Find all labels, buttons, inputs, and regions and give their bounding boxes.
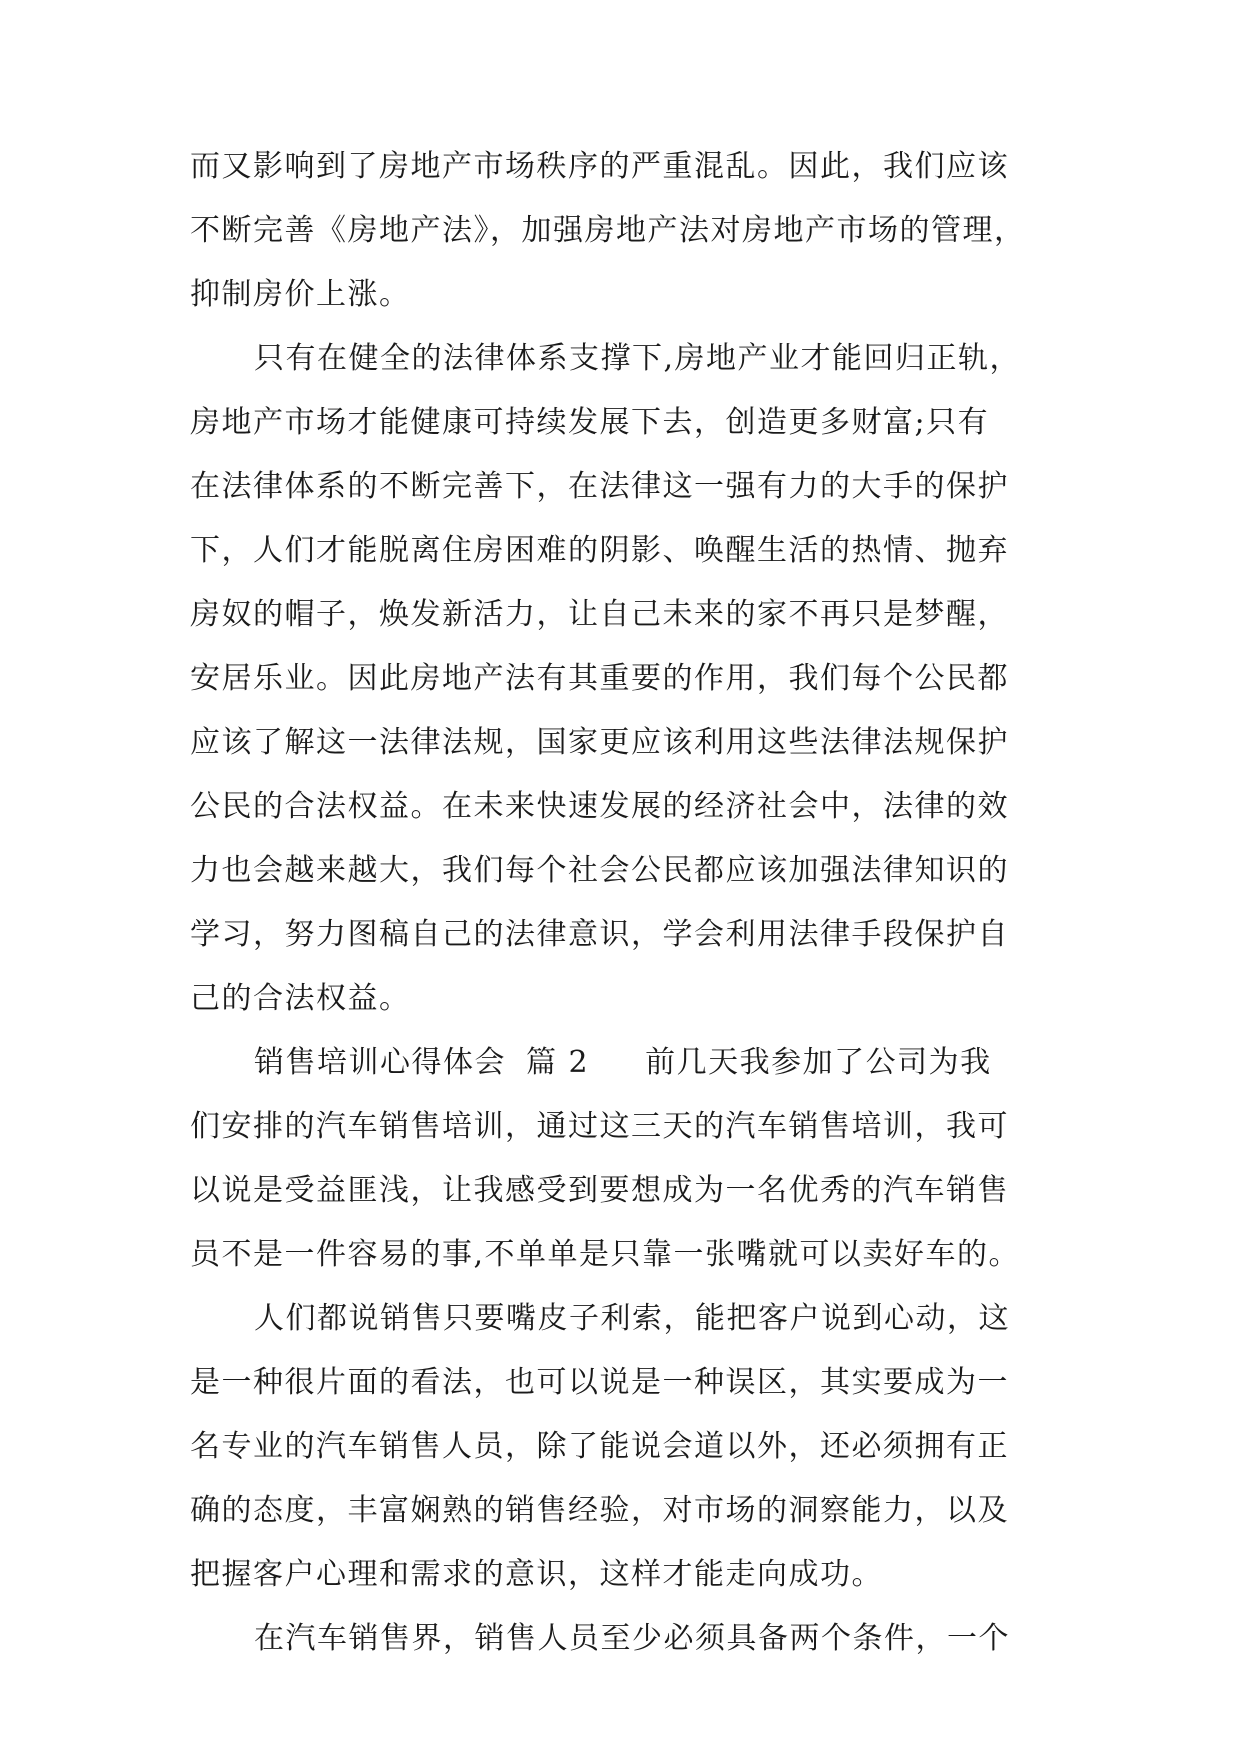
text-line: 公民的合法权益。在未来快速发展的经济社会中，法律的效 <box>190 789 1009 824</box>
paragraph-1 <box>190 135 1060 327</box>
text-line: 们安排的汽车销售培训，通过这三天的汽车销售培训，我可 <box>190 1109 1009 1144</box>
text-line: 人们都说销售只要嘴皮子利索，能把客户说到心动，这 <box>254 1301 1010 1336</box>
text-line: 员不是一件容易的事,不单单是只靠一张嘴就可以卖好车的。 <box>190 1237 1021 1272</box>
paragraph-4 <box>190 1287 1060 1607</box>
paragraph-5 <box>190 1607 1060 1671</box>
text-line: 确的态度，丰富娴熟的销售经验，对市场的洞察能力，以及 <box>190 1493 1009 1528</box>
text-line: 抑制房价上涨。 <box>190 277 411 312</box>
text-line: 只有在健全的法律体系支撑下,房地产业才能回归正轨， <box>254 341 1022 376</box>
text-line: 前几天我参加了公司为我 <box>645 1045 992 1080</box>
section-title: 销售培训心得体会 <box>254 1045 506 1080</box>
text-line: 力也会越来越大，我们每个社会公民都应该加强法律知识的 <box>190 853 1009 888</box>
paragraph-3 <box>190 1031 1060 1287</box>
section-heading-line <box>190 1031 1060 1095</box>
text-line: 应该了解这一法律法规，国家更应该利用这些法律法规保护 <box>190 725 1009 760</box>
document-body <box>190 135 1060 1671</box>
text-line: 己的合法权益。 <box>190 981 411 1016</box>
text-line: 在汽车销售界，销售人员至少必须具备两个条件，一个 <box>254 1621 1010 1656</box>
text-line: 在法律体系的不断完善下，在法律这一强有力的大手的保护 <box>190 469 1009 504</box>
text-line: 是一种很片面的看法，也可以说是一种误区，其实要成为一 <box>190 1365 1009 1400</box>
text-line: 学习，努力图稿自己的法律意识，学会利用法律手段保护自 <box>190 917 1009 952</box>
text-line: 下，人们才能脱离住房困难的阴影、唤醒生活的热情、抛弃 <box>190 533 1009 568</box>
text-line: 而又影响到了房地产市场秩序的严重混乱。因此，我们应该 <box>190 149 1009 184</box>
text-line: 房奴的帽子，焕发新活力，让自己未来的家不再只是梦醒， <box>190 597 1009 632</box>
section-part-label: 篇 2 <box>526 1045 590 1080</box>
text-line: 不断完善《房地产法》，加强房地产法对房地产市场的管理， <box>190 213 1026 248</box>
text-line: 房地产市场才能健康可持续发展下去，创造更多财富;只有 <box>190 405 990 440</box>
text-line: 以说是受益匪浅，让我感受到要想成为一名优秀的汽车销售 <box>190 1173 1009 1208</box>
text-line: 名专业的汽车销售人员，除了能说会道以外，还必须拥有正 <box>190 1429 1009 1464</box>
text-line: 安居乐业。因此房地产法有其重要的作用，我们每个公民都 <box>190 661 1009 696</box>
paragraph-2 <box>190 327 1060 1031</box>
text-line: 把握客户心理和需求的意识，这样才能走向成功。 <box>190 1557 883 1592</box>
